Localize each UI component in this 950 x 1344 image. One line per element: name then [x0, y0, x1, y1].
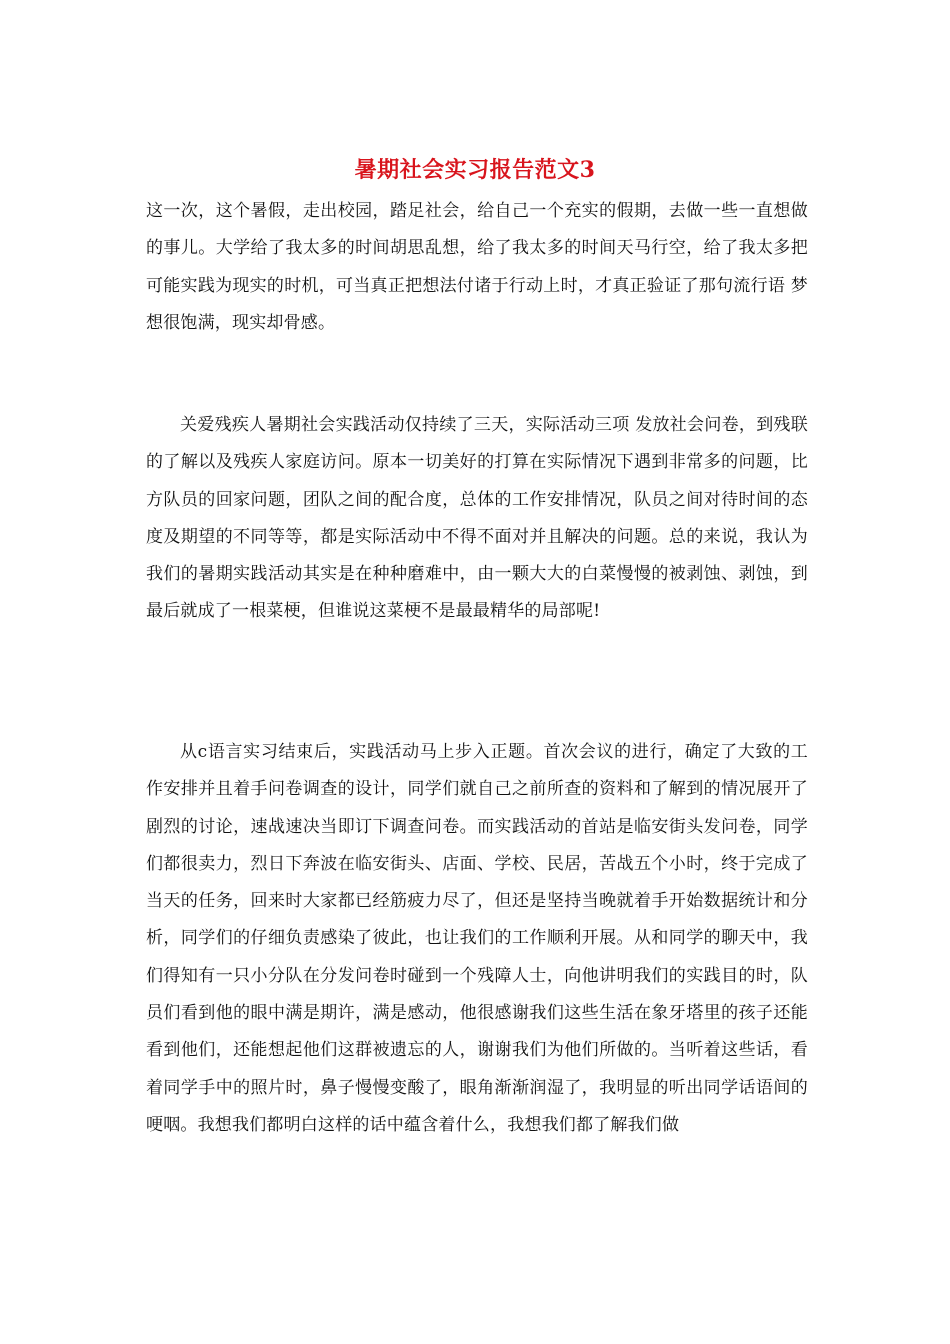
- document-title: 暑期社会实习报告范文3: [354, 157, 596, 183]
- paragraph-2: 关爱残疾人暑期社会实践活动仅持续了三天，实际活动三项 发放社会问卷，到残联的了解以及残疾人家庭访问。原本一切美好的打算在实际情况下遇到非常多的问题，比方队员的回家问题，团队之间的配合度，总体的工作安排情况，队员之间对待时间的态度及期望的不同等等，都是实际活动中不得不面对并且解决的问题。总的来说，我认为我们的暑期实践活动其实是在种种磨难中，由一颗大大的白菜慢慢的被剥蚀、剥蚀，到最后就成了一根菜梗，但谁说这菜梗不是最最精华的局部呢!: [146, 415, 808, 622]
- paragraph-1: 这一次，这个暑假，走出校园，踏足社会，给自己一个充实的假期，去做一些一直想做的事儿。大学给了我太多的时间胡思乱想，给了我太多的时间天马行空，给了我太多把可能实践为现实的时机，可当真正把想法付诸于行动上时，才真正验证了那句流行语 梦想很饱满，现实却骨感。: [146, 201, 808, 333]
- paragraph-3: 从c语言实习结束后，实践活动马上步入正题。首次会议的进行，确定了大致的工作安排并且着手问卷调查的设计，同学们就自己之前所查的资料和了解到的情况展开了剧烈的讨论，速战速决当即订下调查问卷。而实践活动的首站是临安街头发问卷，同学们都很卖力，烈日下奔波在临安街头、店面、学校、民居，苦战五个小时，终于完成了当天的任务，回来时大家都已经筋疲力尽了，但还是坚持当晚就着手开始数据统计和分析，同学们的仔细负责感染了彼此，也让我们的工作顺利开展。从和同学的聊天中，我们得知有一只小分队在分发问卷时碰到一个残障人士，向他讲明我们的实践目的时，队员们看到他的眼中满是期许，满是感动，他很感谢我们这些生活在象牙塔里的孩子还能看到他们，还能想起他们这群被遗忘的人，谢谢我们为他们所做的。当听着这些话，看着同学手中的照片时，鼻子慢慢变酸了，眼角渐渐润湿了，我明显的听出同学话语间的哽咽。我想我们都明白这样的话中蕴含着什么，我想我们都了解我们做: [146, 742, 808, 1135]
